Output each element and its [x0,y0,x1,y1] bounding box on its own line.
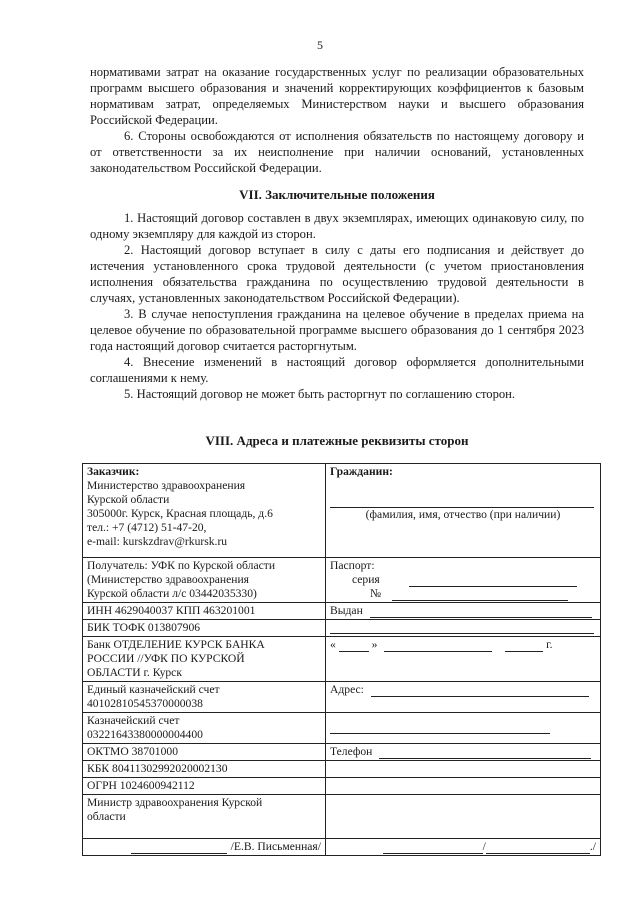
issue-date-cell [326,637,601,682]
issued-label: Выдан [330,604,363,617]
intro-paragraph-2: 6. Стороны освобождаются от исполнения обязательств по настоящему договору и от ответственности за их неисполнение при наличии оснований, установленных законодательством Российской Федерации. [90,129,584,175]
citizen-name-field[interactable] [486,842,590,854]
customer-email: e-mail: kurskzdrav@rkursk.ru [87,535,228,548]
section-7-item-5: 5. Настоящий договор не может быть расторгнут по соглашению сторон. [124,387,516,401]
citizen-signature-cell [326,839,601,856]
address-continuation-cell [326,713,601,744]
customer-header-cell [83,464,326,558]
passport-number-field[interactable] [392,589,568,601]
bank-line-2: РОССИИ //УФК ПО КУРСКОЙ [87,652,245,665]
phone-label: Телефон [330,745,373,758]
customer-signature-cell [83,839,326,856]
table-row [83,558,601,603]
bank-line-1: Банк ОТДЕЛЕНИЕ КУРСК БАНКА [87,638,265,651]
single-account-label: Единый казначейский счет [87,683,220,696]
passport-number-label: № [370,587,382,600]
issued-continuation-field[interactable] [330,621,594,634]
citizen-fio-line[interactable] [330,495,594,508]
inn-kpp-cell: ИНН 4629040037 КПП 463201001 [83,603,326,620]
date-close-quote: » [371,638,378,651]
date-month-field[interactable] [384,640,492,652]
table-row [83,713,601,744]
section-8-heading-wrap [90,433,584,449]
table-row [83,761,601,778]
customer-address: 305000г. Курск, Красная площадь, д.6 [87,507,273,520]
bik-cell: БИК ТОФК 013807906 [83,620,326,637]
issued-cell [326,603,601,620]
signature-slash-1: / [482,840,486,853]
passport-label: Паспорт: [330,559,375,572]
address-continuation-field[interactable] [330,722,550,734]
table-row [83,464,601,558]
address-cell [326,682,601,713]
oktmo-cell: ОКТМО 38701000 [83,744,326,761]
citizen-header-cell [326,464,601,558]
address-label: Адрес: [330,683,364,696]
intro-paragraph-1: нормативами затрат на оказание государственных услуг по реализации образовательных программ высшего образования и значений корректирующих коэффициентов к базовым нормативам затрат, определяемых Министерством науки и высшего образования Российской Федерации. [90,65,584,127]
customer-signature-field[interactable] [131,842,227,854]
empty-cell [326,778,601,795]
table-row [83,744,601,761]
treasury-account-label: Казначейский счет [87,714,180,727]
date-year-suffix: г. [546,638,553,651]
recipient-line-3: Курской области л/с 03442035330) [87,587,257,600]
passport-series-field[interactable] [409,575,577,587]
treasury-account-cell [83,713,326,744]
address-field[interactable] [371,685,589,697]
requisites-table [82,463,601,856]
section-7-item-1: 1. Настоящий договор составлен в двух экземплярах, имеющих одинаковую силу, по одному экземпляру для каждой из сторон. [90,211,584,241]
kbk-cell: КБК 80411302992020002130 [83,761,326,778]
customer-name-line-2: Курской области [87,493,170,506]
empty-cell [326,761,601,778]
citizen-fio-hint: (фамилия, имя, отчество (при наличии) [365,508,561,521]
table-row [83,839,601,856]
section-7-list [90,210,584,402]
phone-field[interactable] [379,747,591,759]
bank-cell [83,637,326,682]
empty-cell [326,795,601,839]
signature-slash-2: ./ [589,840,596,853]
table-row [83,620,601,637]
table-row [83,795,601,839]
section-7-title: VII. Заключительные положения [239,187,435,202]
date-open-quote: « [330,638,336,651]
customer-heading: Заказчик: [87,465,140,478]
issued-field[interactable] [370,606,592,618]
date-day-field[interactable] [339,640,369,652]
recipient-cell [83,558,326,603]
bank-line-3: ОБЛАСТИ г. Курск [87,666,182,679]
intro-text [90,64,584,176]
date-year-field[interactable] [505,640,543,652]
section-7-item-2: 2. Настоящий договор вступает в силу с даты его подписания и действует до истечения установленного срока трудовой деятельности (с учетом приостановления исполнения обязательства гражданина по осуществлению трудовой деятельности в случаях, установленных законодательством Российской Федерации). [90,243,584,305]
passport-series-label: серия [352,573,380,586]
passport-cell [326,558,601,603]
signer-line-2: области [87,810,126,823]
single-account-cell [83,682,326,713]
phone-cell [326,744,601,761]
customer-name-line-1: Министерство здравоохранения [87,479,246,492]
citizen-signature-field[interactable] [383,842,483,854]
signer-cell [83,795,326,839]
signer-name: /Е.В. Письменная/ [230,840,321,853]
ogrn-cell: ОГРН 1024600942112 [83,778,326,795]
citizen-heading: Гражданин: [330,465,393,478]
single-account-number: 40102810545370000038 [87,697,203,710]
recipient-line-1: Получатель: УФК по Курской области [87,559,276,572]
table-row [83,637,601,682]
issued-continuation-cell [326,620,601,637]
signer-line-1: Министр здравоохранения Курской [87,796,263,809]
section-7-item-3: 3. В случае непоступления гражданина на целевое обучение в пределах приема на целевое обучение по образовательной программе высшего образования до 1 сентября 2023 года настоящий договор считается расторгнутым. [90,307,584,353]
table-row [83,603,601,620]
page-number: 5 [317,38,323,52]
table-row [83,682,601,713]
section-8-title: VIII. Адреса и платежные реквизиты сторон [205,433,469,448]
table-row [83,778,601,795]
section-7-item-4: 4. Внесение изменений в настоящий договор оформляется дополнительными соглашениями к нему. [90,355,584,385]
customer-phone: тел.: +7 (4712) 51-47-20, [87,521,207,534]
treasury-account-number: 03221643380000004400 [87,728,203,741]
section-7-heading-wrap [90,187,584,203]
recipient-line-2: (Министерство здравоохранения [87,573,249,586]
